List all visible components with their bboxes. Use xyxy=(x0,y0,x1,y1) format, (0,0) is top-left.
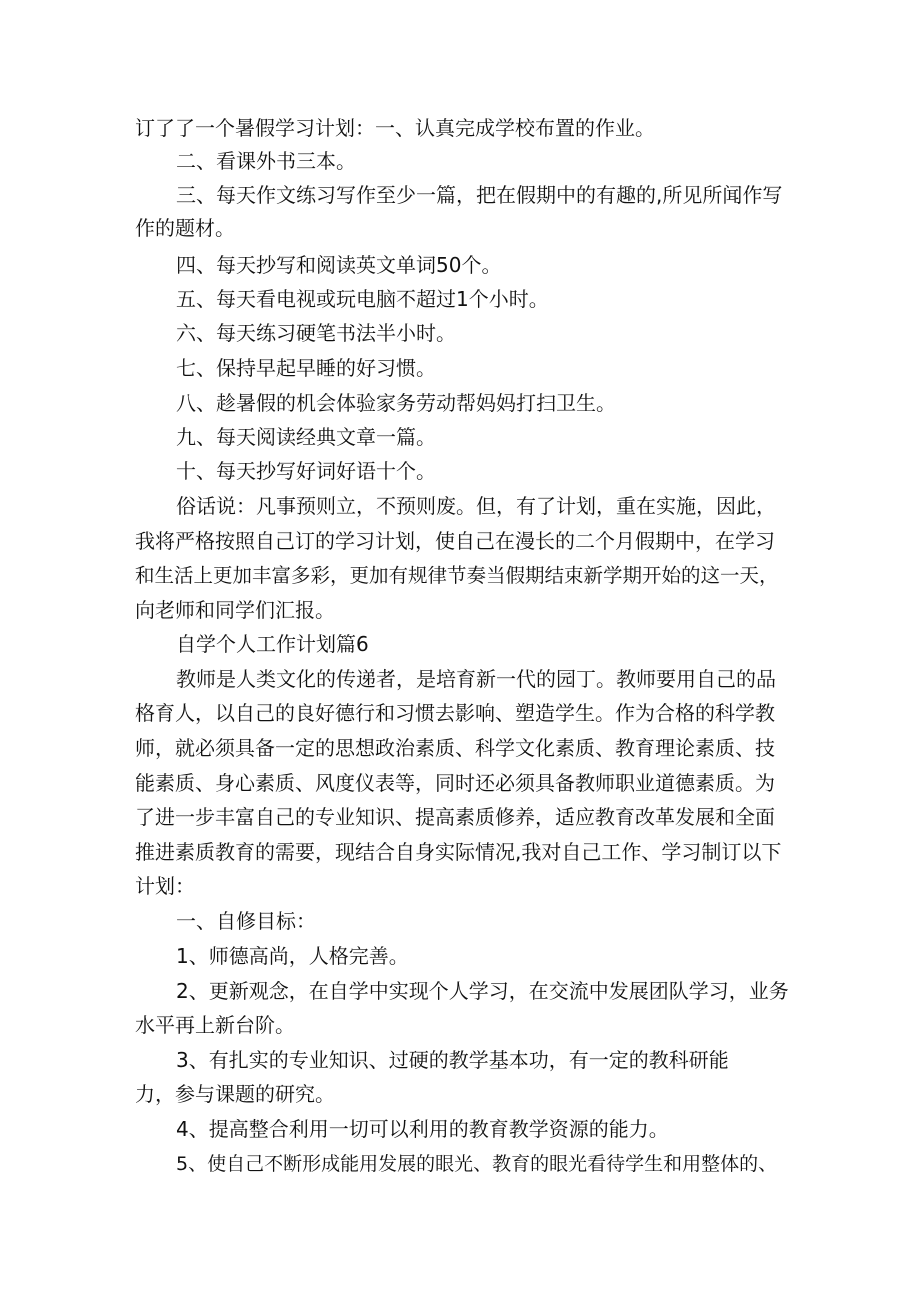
text-line: 七、保持早起早睡的好习惯。 xyxy=(176,356,436,380)
text-line: 五、每天看电视或玩电脑不超过1个小时。 xyxy=(176,287,549,311)
text-line: 5、使自己不断形成能用发展的眼光、教育的眼光看待学生和用整体的、 xyxy=(176,1153,778,1175)
text-line: 二、看课外书三本。 xyxy=(176,149,356,173)
text-line: 订了了一个暑假学习计划：一、认真完成学校布置的作业。 xyxy=(135,116,655,140)
text-line: 十、每天抄写好词好语十个。 xyxy=(176,459,436,483)
text-line: 能素质、身心素质、风度仪表等，同时还必须具备教师职业道德素质。为 xyxy=(135,771,775,795)
text-line: 和生活上更加丰富多彩，更加有规律节奏当假期结束新学期开始的这一天， xyxy=(135,564,779,587)
text-line: 我将严格按照自己订的学习计划，使自己在漫长的二个月假期中，在学习 xyxy=(135,529,775,553)
text-line: 作的题材。 xyxy=(135,216,235,240)
text-line: 计划： xyxy=(135,874,195,898)
text-line: 水平再上新台阶。 xyxy=(135,1013,295,1037)
text-line: 俗话说：凡事预则立，不预则废。但，有了计划，重在实施，因此， xyxy=(176,494,776,518)
text-line: 推进素质教育的需要，现结合自身实际情况,我对自己工作、学习制订以下 xyxy=(135,840,782,864)
text-line: 3、有扎实的专业知识、过硬的教学基本功，有一定的教科研能 xyxy=(176,1048,729,1072)
text-line: 师，就必须具备一定的思想政治素质、科学文化素质、教育理论素质、技 xyxy=(135,736,775,760)
text-line: 格育人，以自己的良好德行和习惯去影响、塑造学生。作为合格的科学教 xyxy=(135,701,775,725)
text-line: 4、提高整合利用一切可以利用的教育教学资源的能力。 xyxy=(176,1117,669,1141)
text-line: 了进一步丰富自己的专业知识、提高素质修养，适应教育改革发展和全面 xyxy=(135,805,775,829)
text-line: 四、每天抄写和阅读英文单词50个。 xyxy=(176,253,502,277)
text-line: 2、更新观念，在自学中实现个人学习，在交流中发展团队学习，业务 xyxy=(176,979,789,1003)
text-line: 六、每天练习硬笔书法半小时。 xyxy=(176,321,456,345)
text-line: 三、每天作文练习写作至少一篇，把在假期中的有趣的,所见所闻作写 xyxy=(176,183,783,207)
text-line: 八、趁暑假的机会体验家务劳动帮妈妈打扫卫生。 xyxy=(176,391,616,415)
section-heading: 自学个人工作计划篇6 xyxy=(176,632,369,656)
text-line: 1、师德高尚，人格完善。 xyxy=(176,944,409,968)
text-line: 一、自修目标： xyxy=(176,909,316,933)
text-line: 向老师和同学们汇报。 xyxy=(135,598,335,622)
text-line: 教师是人类文化的传递者，是培育新一代的园丁。教师要用自己的品 xyxy=(176,667,776,691)
text-line: 九、每天阅读经典文章一篇。 xyxy=(176,425,436,449)
text-line: 力，参与课题的研究。 xyxy=(135,1082,335,1106)
